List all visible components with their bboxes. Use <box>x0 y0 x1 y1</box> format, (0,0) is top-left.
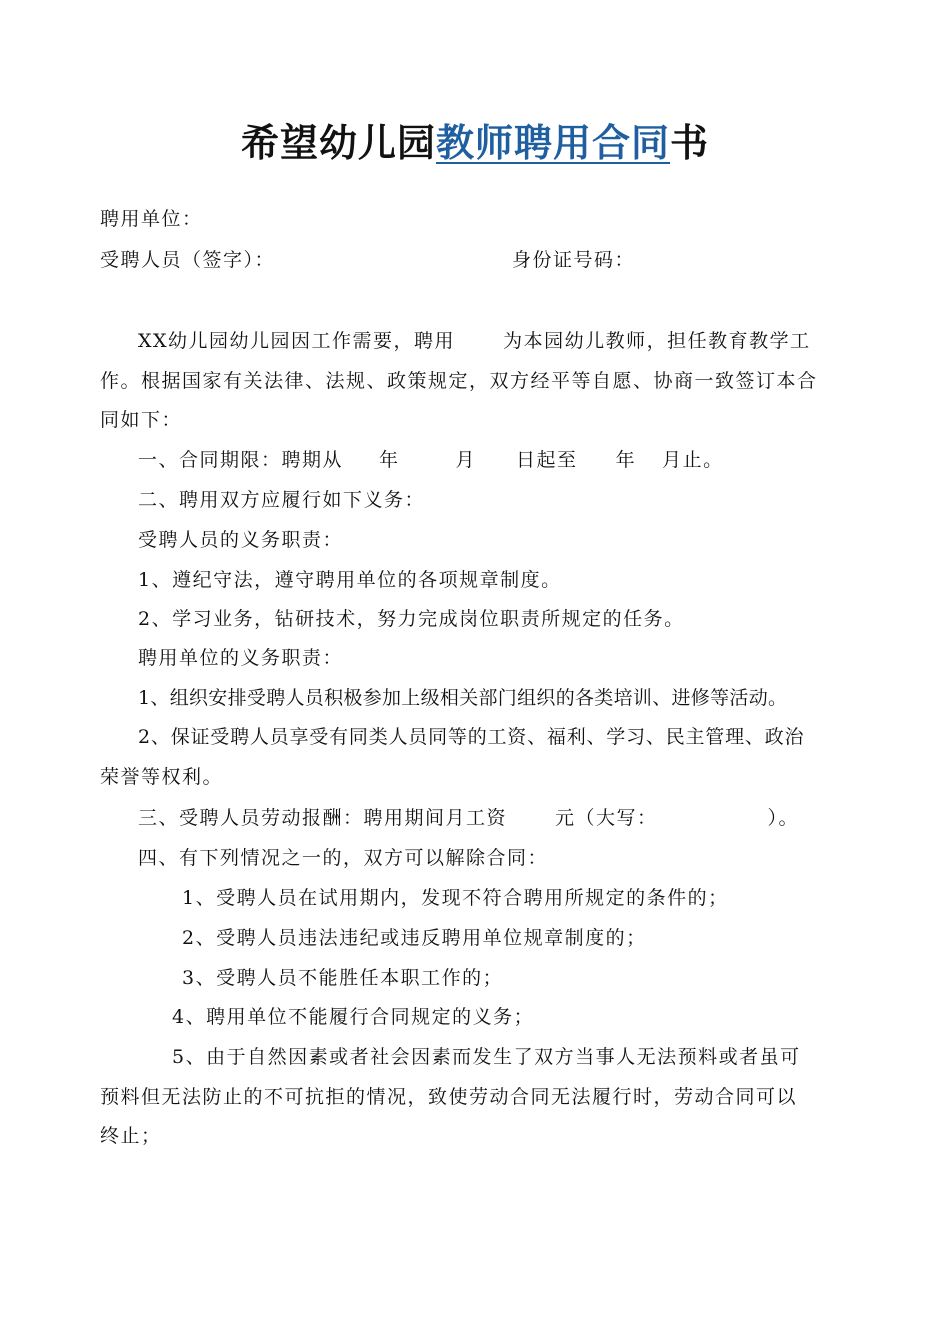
document-title <box>0 112 950 167</box>
term-from: 一、合同期限：聘期从 <box>138 449 344 471</box>
employer-duty-1: 1、组织安排受聘人员积极参加上级相关部门组织的各类培训、进修等活动。 <box>138 687 788 709</box>
title-link[interactable]: 教师聘用合同 <box>435 121 670 165</box>
title-prefix: 希望幼儿园 <box>240 121 436 165</box>
termination-item-2: 2、受聘人员违法违纪或违反聘用单位规章制度的； <box>182 927 647 949</box>
intro-line-2: 作。根据国家有关法律、法规、政策规定，双方经平等自愿、协商一致签订本合 <box>100 370 818 392</box>
termination-item-1: 1、受聘人员在试用期内，发现不符合聘用所规定的条件的； <box>182 887 729 909</box>
employee-duty-2: 2、学习业务，钻研技术，努力完成岗位职责所规定的任务。 <box>138 608 685 630</box>
intro-text-a: XX幼儿园幼儿园因工作需要，聘用 <box>138 330 456 352</box>
termination-title: 四、有下列情况之一的，双方可以解除合同： <box>138 847 549 869</box>
employer-duty-2b: 荣誉等权利。 <box>100 766 224 788</box>
term-year-1: 年 <box>379 449 400 471</box>
term-day-until: 日起至 <box>516 449 578 471</box>
intro-line-3: 同如下： <box>100 409 183 431</box>
intro-line-1 <box>138 326 811 353</box>
salary-uppercase-label: 元（大写： <box>555 807 658 829</box>
employee-duties-title: 受聘人员的义务职责： <box>138 529 344 551</box>
term-month-1: 月 <box>455 449 477 471</box>
salary-text: 三、受聘人员劳动报酬：聘用期间月工资 <box>138 807 508 829</box>
intro-text-b: 为本园幼儿教师，担任教育教学工 <box>503 330 811 352</box>
termination-item-5c: 终止； <box>100 1125 162 1147</box>
termination-item-5a: 5、由于自然因素或者社会因素而发生了双方当事人无法预料或者虽可 <box>172 1046 801 1068</box>
termination-item-5b: 预料但无法防止的不可抗拒的情况，致使劳动合同无法履行时，劳动合同可以 <box>100 1086 798 1108</box>
employer-label: 聘用单位： <box>100 208 203 230</box>
title-suffix: 书 <box>670 121 710 165</box>
term-year-2: 年 <box>615 449 637 471</box>
id-number-label: 身份证号码： <box>512 249 636 271</box>
salary-end: ）。 <box>767 807 800 829</box>
employer-duties-title: 聘用单位的义务职责： <box>138 647 344 669</box>
term-month-end: 月止。 <box>662 449 724 471</box>
termination-item-3: 3、受聘人员不能胜任本职工作的； <box>182 967 504 989</box>
employer-duty-2a: 2、保证受聘人员享受有同类人员同等的工资、福利、学习、民主管理、政治 <box>138 726 805 748</box>
termination-item-4: 4、聘用单位不能履行合同规定的义务； <box>172 1006 535 1028</box>
employee-duty-1: 1、遵纪守法，遵守聘用单位的各项规章制度。 <box>138 569 562 591</box>
employee-signature-label: 受聘人员（签字）： <box>100 249 276 271</box>
duties-title: 二、聘用双方应履行如下义务： <box>138 489 426 511</box>
salary-line <box>138 803 799 830</box>
contract-term-line <box>138 445 724 472</box>
